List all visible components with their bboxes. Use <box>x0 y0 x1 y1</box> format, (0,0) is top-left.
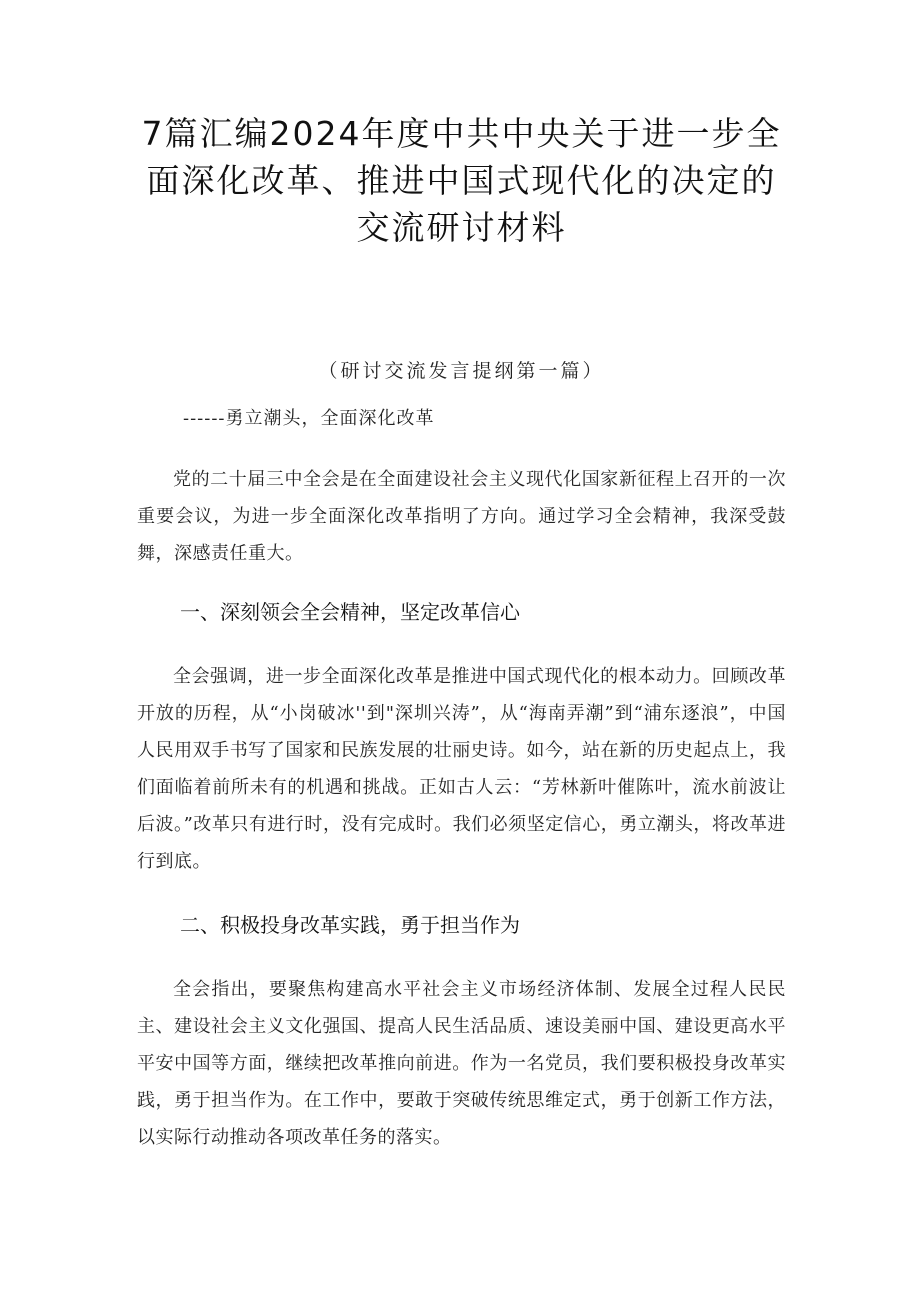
section-heading-1: 一、深刻领会全会精神，坚定改革信心 <box>180 600 520 624</box>
section-heading-2: 二、积极投身改革实践，勇于担当作为 <box>180 913 520 937</box>
document-tagline: ------勇立潮头，全面深化改革 <box>183 408 435 429</box>
intro-paragraph: 党的二十届三中全会是在全面建设社会主义现代化国家新征程上召开的一次重要会议，为进一步全面深化改革指明了方向。通过学习全会精神，我深受鼓舞，深感责任重大。 <box>137 469 786 564</box>
document-subtitle: （研讨交流发言提纲第一篇） <box>318 360 605 382</box>
section-body-1: 全会强调，进一步全面深化改革是推进中国式现代化的根本动力。回顾改革开放的历程，从“小岗破冰''到"深圳兴涛”，从“海南弄潮”到“浦东逐浪”，中国人民用双手书写了国家和民族发展的壮丽史诗。如今，站在新的历史起点上，我们面临着前所未有的机遇和挑战。正如古人云：“芳林新叶催陈叶，流水前波让后波。”改革只有进行时，没有完成时。我们必须坚定信心，勇立潮头，将改革进行到底。 <box>137 666 786 872</box>
section-body-2: 全会指出，要聚焦构建高水平社会主义市场经济体制、发展全过程人民民主、建设社会主义文化强国、提高人民生活品质、速设美丽中国、建设更高水平平安中国等方面，继续把改革推向前进。作为一名党员，我们要积极投身改革实践，勇于担当作为。在工作中，要敢于突破传统思维定式，勇于创新工作方法，以实际行动推动各项改革任务的落实。 <box>137 979 786 1148</box>
document-title: 7篇汇编2024年度中共中央关于进一步全面深化改革、推进中国式现代化的决定的交流研讨材料 <box>141 114 782 247</box>
